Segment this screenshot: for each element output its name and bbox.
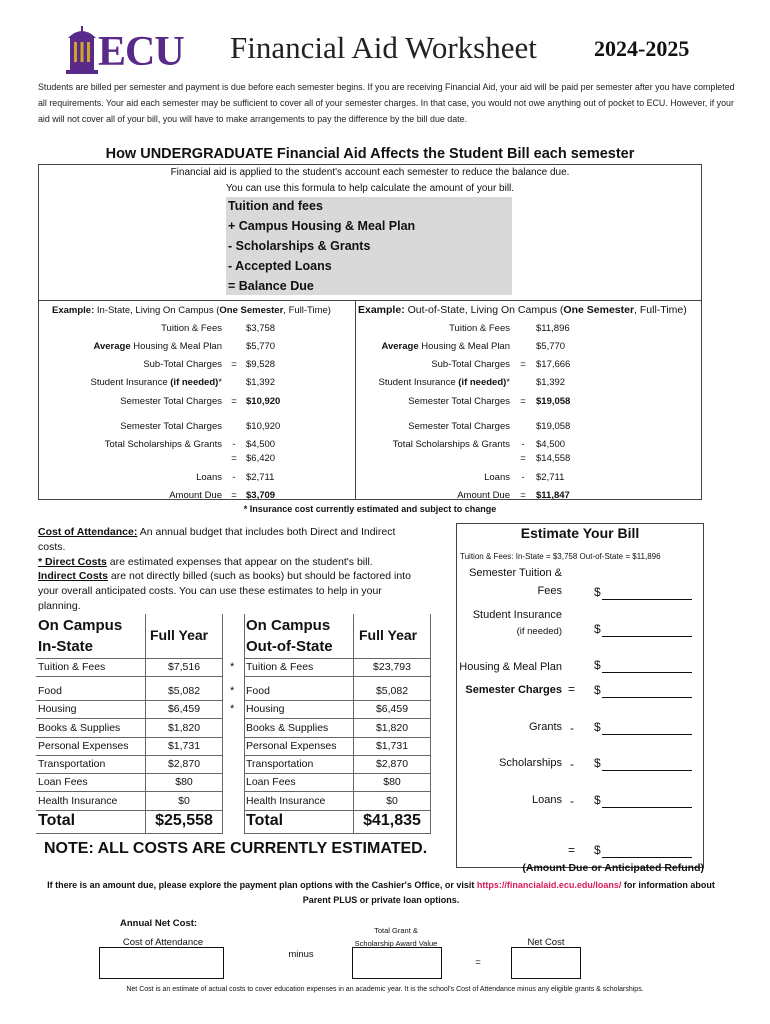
outstate-row-value: $23,793 bbox=[373, 661, 411, 673]
amount-due-label: (Amount Due or Anticipated Refund) bbox=[522, 862, 704, 874]
costs-estimated-note: NOTE: ALL COSTS ARE CURRENTLY ESTIMATED. bbox=[44, 840, 428, 857]
academic-year: 2024-2025 bbox=[594, 36, 690, 61]
est-tuition-input[interactable] bbox=[602, 599, 692, 600]
est-charges-label: Semester Charges bbox=[465, 684, 562, 696]
page-title: Financial Aid Worksheet bbox=[230, 30, 537, 65]
outstate-schol-label: Total Scholarships & Grants bbox=[392, 439, 510, 450]
est-schol-input[interactable] bbox=[602, 770, 692, 771]
outstate-tuition-value: $11,896 bbox=[536, 323, 570, 334]
outstate-semtotal2-label: Semester Total Charges bbox=[408, 421, 510, 432]
instate-subtotal-label: Sub-Total Charges bbox=[143, 359, 222, 370]
insurance-note: * Insurance cost currently estimated and subject to change bbox=[243, 504, 497, 514]
estimate-subtitle: Tuition & Fees: In-State = $3,758 Out-of-State = $11,896 bbox=[460, 552, 661, 561]
est-insurance-input[interactable] bbox=[602, 636, 692, 637]
table-rule bbox=[244, 755, 430, 756]
est-grants-label: Grants bbox=[528, 721, 562, 733]
est-loans-label: Loans bbox=[532, 794, 562, 806]
outstate-row-value: $80 bbox=[383, 776, 401, 788]
instate-row-label: Transportation bbox=[38, 758, 106, 770]
outstate-row-value: $6,459 bbox=[375, 703, 409, 715]
instate-row-label: Housing bbox=[38, 703, 77, 715]
table-rule bbox=[36, 810, 222, 811]
instate-due-value: $3,709 bbox=[246, 490, 276, 501]
outstate-row-label: Health Insurance bbox=[246, 795, 326, 807]
outstate-row-value: $2,870 bbox=[375, 758, 409, 770]
formula-item: - Accepted Loans bbox=[228, 259, 332, 273]
est-schol-label: Scholarships bbox=[499, 757, 562, 769]
payment-note: If there is an amount due, please explore the payment plan options with the Cashier's Office, or visit https://financialaid.ecu.edu/loans/ for information about Parent PLUS or private loan options. bbox=[47, 880, 715, 905]
instate-insurance-value: $1,392 bbox=[246, 377, 276, 388]
table-rule bbox=[36, 700, 222, 701]
op-minus: - bbox=[521, 439, 525, 450]
instate-loans-label: Loans bbox=[196, 472, 222, 483]
formula-item: + Campus Housing & Meal Plan bbox=[228, 219, 416, 233]
direct-cost-star: * bbox=[230, 661, 235, 673]
formula-item: = Balance Due bbox=[228, 279, 314, 293]
direct-cost-star: * bbox=[230, 685, 235, 697]
est-dollar: $ bbox=[594, 622, 601, 636]
instate-semtotal2-value: $10,920 bbox=[246, 421, 281, 432]
outstate-row-label: Loan Fees bbox=[246, 776, 296, 788]
instate-total-label: Total bbox=[38, 812, 76, 829]
outstate-row-label: Books & Supplies bbox=[246, 722, 329, 734]
formula-item: Tuition and fees bbox=[228, 199, 323, 213]
instate-table-header: On Campus In-State bbox=[38, 617, 123, 655]
instate-semtotal2-label: Semester Total Charges bbox=[120, 421, 222, 432]
net-minus-label: minus bbox=[288, 949, 314, 960]
est-op: - bbox=[570, 721, 574, 735]
outstate-housing-label: Average Housing & Meal Plan bbox=[381, 341, 510, 352]
instate-row-label: Books & Supplies bbox=[38, 722, 121, 734]
est-insurance-label: Student Insurance bbox=[472, 609, 562, 621]
op-minus: - bbox=[232, 472, 236, 483]
net-grant-input[interactable] bbox=[352, 947, 442, 979]
instate-schol-label: Total Scholarships & Grants bbox=[104, 439, 222, 450]
instate-row-value: $2,870 bbox=[167, 758, 201, 770]
est-loans-input[interactable] bbox=[602, 807, 692, 808]
outstate-semtotal2-value: $19,058 bbox=[536, 421, 571, 432]
instate-semtotal-value: $10,920 bbox=[246, 396, 281, 407]
intro-paragraph: Students are billed per semester and payment is due before each semester begins. If you are receiving Financial Aid, your aid will be paid per semester after you have completed all requirements. Your aid each semester may be sufficient to cover all of your semester charges. In that case, you would not owe anything out of pocket to ECU. However, if your aid will not cover all of your bill, you will have to make arrangements to pay the difference by the bill due date. bbox=[38, 82, 735, 124]
outstate-insurance-value: $1,392 bbox=[536, 377, 566, 388]
net-grant-label: Scholarship Award Value bbox=[354, 939, 438, 948]
table-rule bbox=[36, 773, 222, 774]
financial-aid-link[interactable]: https://financialaid.ecu.edu/loans/ bbox=[476, 880, 622, 890]
outstate-row-label: Transportation bbox=[246, 758, 314, 770]
outstate-row-value: $1,731 bbox=[375, 740, 409, 752]
est-result-input[interactable] bbox=[602, 857, 692, 858]
instate-row-value: $80 bbox=[175, 776, 193, 788]
outstate-row-value: $0 bbox=[386, 795, 398, 807]
table-rule bbox=[36, 791, 222, 792]
outstate-row-label: Tuition & Fees bbox=[246, 661, 314, 673]
instate-subtotal-value: $9,528 bbox=[246, 359, 276, 370]
table-rule bbox=[36, 737, 222, 738]
op-minus: - bbox=[521, 472, 525, 483]
instate-tuition-label: Tuition & Fees bbox=[161, 323, 222, 334]
est-dollar: $ bbox=[594, 585, 601, 599]
instate-row-label: Food bbox=[38, 685, 62, 697]
est-housing-input[interactable] bbox=[602, 672, 692, 673]
outstate-due-value: $11,847 bbox=[536, 490, 570, 501]
outstate-row-value: $1,820 bbox=[375, 722, 409, 734]
outstate-loans-value: $2,711 bbox=[536, 472, 565, 483]
instate-row-value: $0 bbox=[178, 795, 190, 807]
net-equals: = bbox=[475, 957, 481, 968]
net-cost-title: Annual Net Cost: bbox=[120, 918, 198, 929]
instate-housing-label: Average Housing & Meal Plan bbox=[93, 341, 222, 352]
table-rule bbox=[430, 614, 431, 834]
est-dollar: $ bbox=[594, 658, 601, 672]
outstate-row-label: Food bbox=[246, 685, 270, 697]
coa-description: Cost of Attendance: An annual budget that includes both Direct and Indirect costs. * Direct Costs are estimated expenses that appear on the student's bill. Indirect Costs are not directly billed (such as books) but should be factored into your overall anticipated costs. You can use these estimates to help in your planning. bbox=[38, 526, 411, 612]
formula-item: - Scholarships & Grants bbox=[228, 239, 371, 253]
est-dollar: $ bbox=[594, 720, 601, 734]
instate-row-value: $5,082 bbox=[167, 685, 201, 697]
outstate-subtotal-value: $17,666 bbox=[536, 359, 571, 370]
est-op: - bbox=[570, 757, 574, 771]
op-equals: = bbox=[231, 396, 237, 407]
instate-loans-value: $2,711 bbox=[246, 472, 275, 483]
table-rule bbox=[244, 676, 430, 677]
table-rule bbox=[244, 773, 430, 774]
table-rule bbox=[244, 833, 430, 834]
est-tuition-label: Fees bbox=[537, 585, 562, 597]
table-rule bbox=[36, 718, 222, 719]
op-equals: = bbox=[231, 453, 237, 464]
outstate-total-value: $41,835 bbox=[363, 812, 421, 829]
table-rule bbox=[244, 791, 430, 792]
table-rule bbox=[36, 676, 222, 677]
instate-row-value: $1,731 bbox=[167, 740, 201, 752]
instate-total-value: $25,558 bbox=[155, 812, 213, 829]
table-rule bbox=[244, 658, 430, 659]
table-rule bbox=[244, 700, 430, 701]
est-charges-input[interactable] bbox=[602, 697, 692, 698]
op-equals: = bbox=[520, 490, 526, 501]
example-divider bbox=[38, 300, 702, 301]
outstate-semtotal-value: $19,058 bbox=[536, 396, 571, 407]
instate-row-label: Health Insurance bbox=[38, 795, 118, 807]
outstate-tuition-label: Tuition & Fees bbox=[449, 323, 510, 334]
op-equals: = bbox=[231, 490, 237, 501]
instate-row-value: $6,459 bbox=[167, 703, 201, 715]
est-dollar: $ bbox=[594, 793, 601, 807]
est-tuition-label: Semester Tuition & bbox=[469, 567, 562, 579]
est-grants-input[interactable] bbox=[602, 734, 692, 735]
table-rule bbox=[244, 718, 430, 719]
op-minus: - bbox=[232, 439, 236, 450]
formula-line-1: Financial aid is applied to the student's account each semester to reduce the balance due. bbox=[170, 167, 570, 178]
outstate-insurance-label: Student Insurance (if needed)* bbox=[378, 377, 510, 388]
net-cost-footnote: Net Cost is an estimate of actual costs to cover education expenses in an academic year. It is the school's Cost of Attendance minus any eligible grants & scholarships. bbox=[126, 986, 644, 993]
instate-tuition-value: $3,758 bbox=[246, 323, 276, 334]
est-op: - bbox=[570, 794, 574, 808]
est-dollar: $ bbox=[594, 683, 601, 697]
formula-heading: How UNDERGRADUATE Financial Aid Affects the Student Bill each semester bbox=[105, 146, 635, 162]
outstate-loans-label: Loans bbox=[484, 472, 510, 483]
table-rule bbox=[222, 614, 223, 834]
estimate-title: Estimate Your Bill bbox=[520, 525, 640, 541]
outstate-total-label: Total bbox=[246, 812, 284, 829]
op-equals: = bbox=[520, 359, 526, 370]
instate-row-label: Tuition & Fees bbox=[38, 661, 106, 673]
outstate-row-value: $5,082 bbox=[375, 685, 409, 697]
net-coa-input[interactable] bbox=[99, 947, 224, 979]
outstate-subtotal-label: Sub-Total Charges bbox=[431, 359, 510, 370]
outstate-after-schol-value: $14,558 bbox=[536, 453, 571, 464]
net-cost-input[interactable] bbox=[511, 947, 581, 979]
est-housing-label: Housing & Meal Plan bbox=[459, 661, 562, 673]
instate-schol-value: $4,500 bbox=[246, 439, 276, 450]
outstate-fullyear-header: Full Year bbox=[359, 627, 418, 643]
est-dollar: $ bbox=[594, 843, 601, 857]
instate-example-title: Example: In-State, Living On Campus (One Semester, Full-Time) bbox=[52, 305, 331, 316]
table-rule bbox=[36, 755, 222, 756]
est-dollar: $ bbox=[594, 756, 601, 770]
op-equals: = bbox=[520, 453, 526, 464]
net-cost-label: Net Cost bbox=[527, 937, 565, 948]
instate-row-value: $1,820 bbox=[167, 722, 201, 734]
table-rule bbox=[244, 810, 430, 811]
outstate-example-title: Example: Out-of-State, Living On Campus (One Semester, Full-Time) bbox=[358, 304, 687, 316]
logo-wordmark: ECU bbox=[98, 29, 184, 75]
est-insurance-sub: (if needed) bbox=[516, 626, 562, 637]
table-rule bbox=[36, 658, 222, 659]
outstate-table-header: On Campus Out-of-State bbox=[246, 617, 333, 655]
instate-fullyear-header: Full Year bbox=[150, 627, 209, 643]
table-rule bbox=[36, 833, 222, 834]
instate-housing-value: $5,770 bbox=[246, 341, 276, 352]
est-op: = bbox=[568, 682, 576, 696]
op-equals: = bbox=[231, 359, 237, 370]
instate-semtotal-label: Semester Total Charges bbox=[120, 396, 222, 407]
direct-cost-star: * bbox=[230, 703, 235, 715]
outstate-housing-value: $5,770 bbox=[536, 341, 566, 352]
instate-after-schol-value: $6,420 bbox=[246, 453, 276, 464]
formula-line-2: You can use this formula to help calculate the amount of your bill. bbox=[225, 183, 515, 194]
net-coa-label: Cost of Attendance bbox=[122, 937, 204, 948]
net-grant-label: Total Grant & bbox=[374, 926, 418, 935]
outstate-semtotal-label: Semester Total Charges bbox=[408, 396, 510, 407]
outstate-schol-value: $4,500 bbox=[536, 439, 566, 450]
instate-row-value: $7,516 bbox=[167, 661, 201, 673]
op-equals: = bbox=[520, 396, 526, 407]
table-rule bbox=[244, 614, 245, 834]
table-rule bbox=[244, 737, 430, 738]
outstate-row-label: Personal Expenses bbox=[246, 740, 337, 752]
outstate-due-label: Amount Due bbox=[457, 490, 510, 501]
outstate-row-label: Housing bbox=[246, 703, 285, 715]
instate-due-label: Amount Due bbox=[169, 490, 222, 501]
example-divider bbox=[355, 300, 356, 500]
instate-row-label: Loan Fees bbox=[38, 776, 88, 788]
instate-insurance-label: Student Insurance (if needed)* bbox=[90, 377, 222, 388]
est-op: = bbox=[568, 843, 576, 857]
instate-row-label: Personal Expenses bbox=[38, 740, 129, 752]
